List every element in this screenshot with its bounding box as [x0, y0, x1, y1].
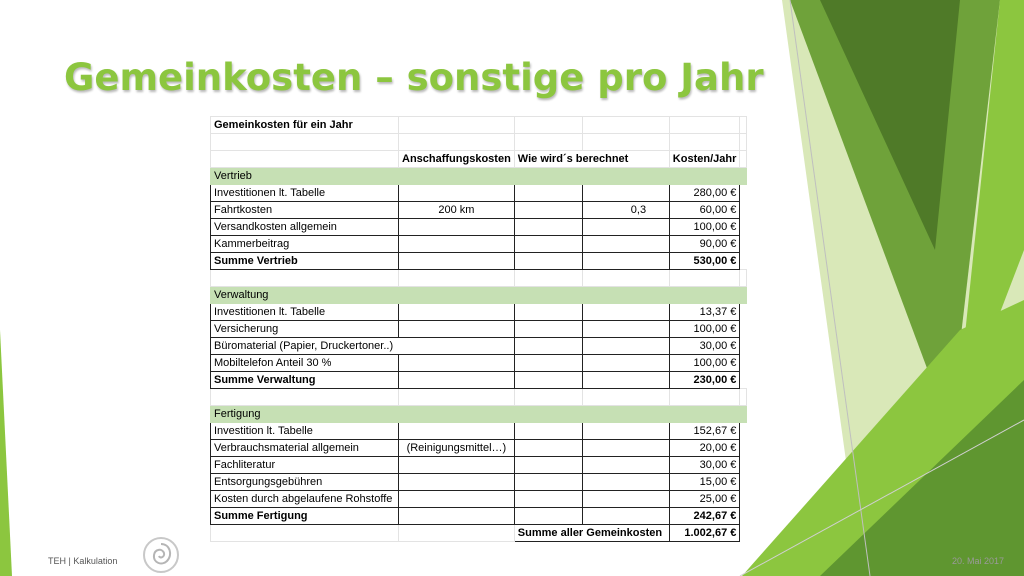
- left-edge-shape: [0, 330, 12, 576]
- footer-date: 20. Mai 2017: [952, 556, 1005, 566]
- slide-title: Gemeinkosten – sonstige pro Jahr: [64, 56, 764, 99]
- grand-total-value: 1.002,67 €: [669, 525, 740, 542]
- table-row: Mobiltelefon Anteil 30 % 100,00 €: [211, 355, 747, 372]
- table-heading: Gemeinkosten für ein Jahr: [211, 117, 399, 134]
- section-label: Fertigung: [211, 406, 740, 423]
- table-row: Investitionen lt. Tabelle 13,37 €: [211, 304, 747, 321]
- table-row: Fahrtkosten 200 km 0,3 60,00 €: [211, 202, 747, 219]
- sum-row-fertigung: Summe Fertigung 242,67 €: [211, 508, 747, 525]
- cost-table: [210, 116, 747, 542]
- table-row: Versandkosten allgemein 100,00 €: [211, 219, 747, 236]
- sum-row-verwaltung: Summe Verwaltung 230,00 €: [211, 372, 747, 389]
- grand-total-row: [211, 525, 747, 542]
- section-row-fertigung: [211, 406, 747, 423]
- table-row: Verbrauchsmaterial allgemein (Reinigungsmittel…) 20,00 €: [211, 440, 747, 457]
- spiral-logo-icon: [140, 535, 182, 575]
- footer-text: TEH | Kalkulation: [48, 556, 118, 566]
- section-row-vertrieb: [211, 168, 747, 185]
- table-row: Büromaterial (Papier, Druckertoner..) 30,00 €: [211, 338, 747, 355]
- table-row: Entsorgungsgebühren 15,00 €: [211, 474, 747, 491]
- col-header-anschaffung: Anschaffungskosten: [399, 151, 515, 168]
- col-header-kosten: Kosten/Jahr: [669, 151, 740, 168]
- section-label: Verwaltung: [211, 287, 740, 304]
- grand-total-label: Summe aller Gemeinkosten: [514, 525, 669, 542]
- table-row: Versicherung 100,00 €: [211, 321, 747, 338]
- col-header-berechnung: Wie wird´s berechnet: [514, 151, 669, 168]
- table-row: Kosten durch abgelaufene Rohstoffe 25,00 €: [211, 491, 747, 508]
- sum-row-vertrieb: Summe Vertrieb 530,00 €: [211, 253, 747, 270]
- section-label: Vertrieb: [211, 168, 740, 185]
- column-header-row: [211, 151, 747, 168]
- table-row: Investition lt. Tabelle 152,67 €: [211, 423, 747, 440]
- table-row: Investitionen lt. Tabelle 280,00 €: [211, 185, 747, 202]
- section-row-verwaltung: [211, 287, 747, 304]
- table-row: Kammerbeitrag 90,00 €: [211, 236, 747, 253]
- table-row: Fachliteratur 30,00 €: [211, 457, 747, 474]
